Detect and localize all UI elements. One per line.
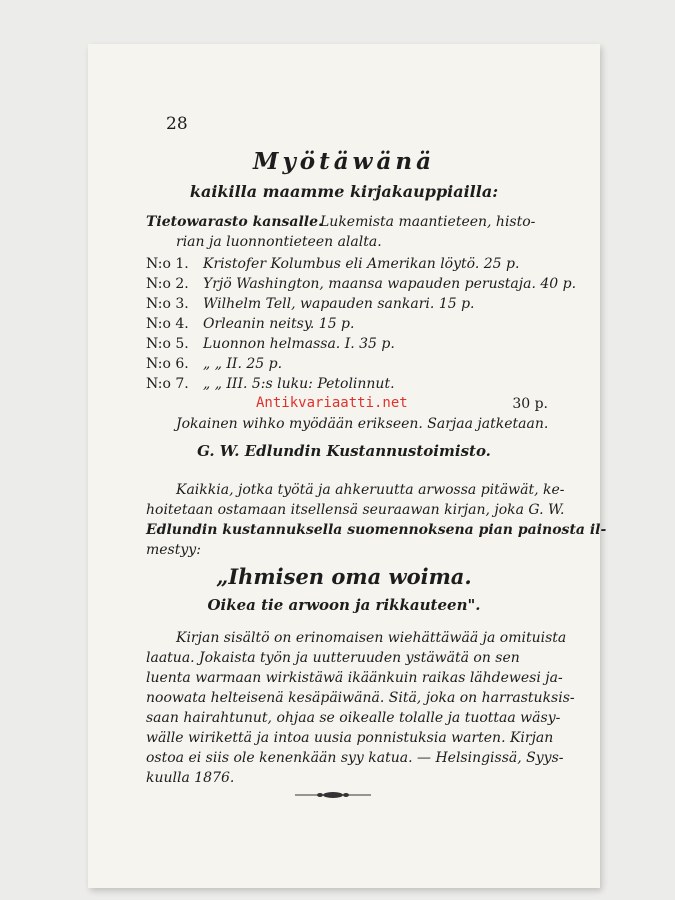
item-no: N:o 1.	[146, 256, 189, 272]
ad-body-line: saan hairahtunut, ohjaa se oikealle tolalle ja tuottaa wäsy-	[146, 710, 561, 726]
ad-intro-line: Edlundin kustannuksella suomennoksena pian painosta il-	[146, 522, 607, 538]
item-text: Yrjö Washington, maansa wapauden perustaja. 40 p.	[203, 276, 577, 292]
book-title: „Ihmisen oma woima.	[216, 564, 472, 589]
ad-body-line: ostoa ei siis ole kenenkään syy katua. — Helsingissä, Syys-	[146, 750, 564, 766]
book-page	[88, 44, 607, 888]
series-note: Jokainen wihko myödään erikseen. Sarjaa jatketaan.	[176, 416, 549, 432]
ad-body-line: laatua. Jokaista työn ja uutteruuden ystäwätä on sen	[146, 650, 520, 666]
item-text: Kristofer Kolumbus eli Amerikan löytö. 25 p.	[203, 256, 520, 272]
item-text: Orleanin neitsy. 15 p.	[203, 316, 355, 332]
ad-body-line: Kirjan sisältö on erinomaisen wiehättäwää ja omituista	[176, 630, 567, 646]
item-no: N:o 5.	[146, 336, 189, 352]
series-title: Tietowarasto kansalle.	[146, 214, 323, 230]
series-intro-2: rian ja luonnontieteen alalta.	[176, 234, 382, 250]
ad-body-line: luenta warmaan wirkistäwä ikäänkuin raikas lähdewesi ja-	[146, 670, 563, 686]
book-subtitle: Oikea tie arwoon ja rikkauteen".	[207, 596, 481, 614]
ornament-divider	[293, 790, 373, 800]
item-text: „ „ III. 5:s luku: Petolinnut.	[203, 376, 395, 392]
item-price: 30 p.	[512, 396, 548, 412]
page-number: 28	[166, 114, 188, 134]
publisher: G. W. Edlundin Kustannustoimisto.	[197, 442, 491, 460]
watermark-text: Antikvariaatti.net	[256, 395, 408, 411]
ad-body-line: noowata helteisenä kesäpäiwänä. Sitä, joka on harrastuksis-	[146, 690, 575, 706]
item-text: „ „ II. 25 p.	[203, 356, 283, 372]
series-intro-1: Lukemista maantieteen, histo-	[320, 214, 536, 230]
item-no: N:o 3.	[146, 296, 189, 312]
ad-intro-line: hoitetaan ostamaan itsellensä seuraawan kirjan, joka G. W.	[146, 502, 565, 518]
ad-intro-line: Kaikkia, jotka työtä ja ahkeruutta arwossa pitäwät, ke-	[176, 482, 565, 498]
item-text: Luonnon helmassa. I. 35 p.	[203, 336, 395, 352]
ad-body-line: kuulla 1876.	[146, 770, 235, 786]
ad-intro-line: mestyy:	[146, 542, 201, 558]
item-no: N:o 6.	[146, 356, 189, 372]
item-no: N:o 2.	[146, 276, 189, 292]
item-text: Wilhelm Tell, wapauden sankari. 15 p.	[203, 296, 475, 312]
heading: Myötäwänä	[252, 148, 436, 175]
subheading: kaikilla maamme kirjakauppiailla:	[189, 182, 499, 201]
item-no: N:o 7.	[146, 376, 189, 392]
item-no: N:o 4.	[146, 316, 189, 332]
ad-body-line: wälle wirikettä ja intoa uusia ponnistuksia warten. Kirjan	[146, 730, 554, 746]
